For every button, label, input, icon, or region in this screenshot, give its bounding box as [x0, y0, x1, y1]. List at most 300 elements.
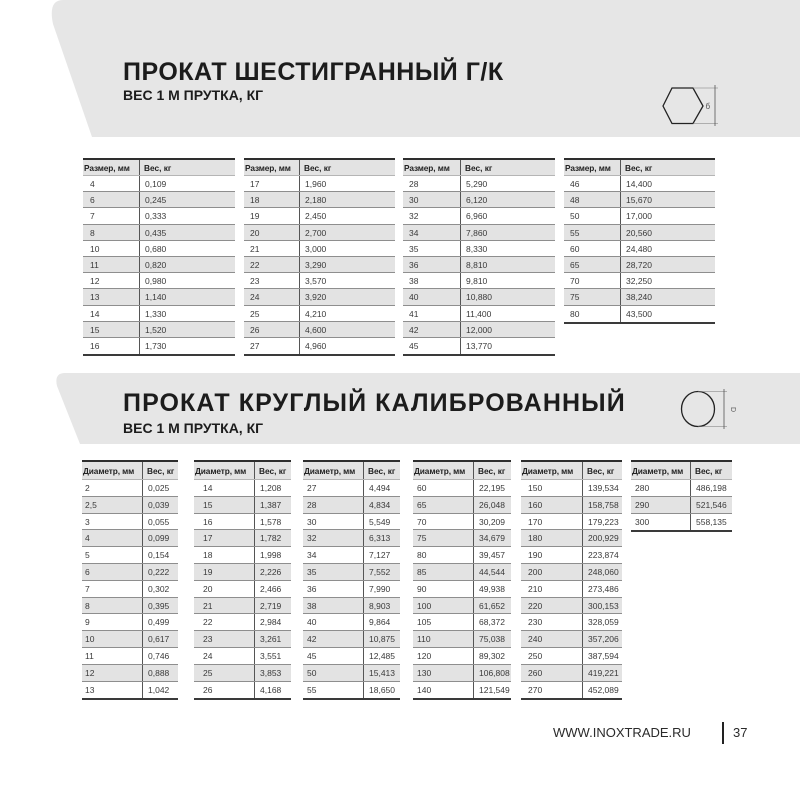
cell-weight: 1,782 — [260, 533, 282, 544]
cell-weight: 1,578 — [260, 516, 282, 527]
column-header-size: Размер, мм — [564, 160, 621, 175]
table-row — [413, 598, 511, 615]
table-row — [564, 241, 715, 257]
footer-website-link[interactable]: WWW.INOXTRADE.RU — [553, 725, 691, 740]
cell-weight: 0,395 — [148, 600, 170, 611]
table-row — [521, 581, 622, 598]
cell-weight: 8,810 — [466, 259, 488, 270]
table-row — [403, 192, 555, 208]
table-row — [83, 225, 235, 241]
cell-size: 16 — [83, 338, 140, 354]
cell-size: 10 — [83, 241, 140, 256]
cell-size: 19 — [194, 564, 255, 580]
cell-weight: 521,546 — [696, 499, 727, 510]
table-row — [82, 648, 178, 665]
cell-weight: 26,048 — [479, 499, 505, 510]
cell-weight: 1,960 — [305, 179, 327, 189]
table-row — [413, 530, 511, 547]
table-header-row — [194, 462, 291, 480]
table-row — [413, 564, 511, 581]
table-row — [521, 547, 622, 564]
cell-weight: 0,617 — [148, 634, 170, 645]
cell-weight: 9,810 — [466, 276, 488, 287]
table-header-row — [521, 462, 622, 480]
table-row — [194, 614, 291, 631]
cell-weight: 4,834 — [369, 499, 391, 510]
cell-size: 220 — [521, 598, 583, 614]
table-row — [403, 176, 555, 192]
cell-size: 65 — [413, 497, 474, 513]
table-row — [244, 225, 395, 241]
table-header-row — [413, 462, 511, 480]
cell-size: 38 — [303, 598, 364, 614]
table-row — [194, 598, 291, 615]
table-row — [83, 176, 235, 192]
cell-weight: 89,302 — [479, 650, 505, 661]
cell-size: 6 — [83, 192, 140, 207]
cell-weight: 328,059 — [588, 617, 619, 628]
table-row — [194, 665, 291, 682]
cell-size: 8 — [82, 598, 143, 614]
cell-weight: 20,560 — [626, 227, 652, 238]
cell-size: 7 — [83, 208, 140, 223]
cell-weight: 3,853 — [260, 667, 282, 678]
table-row — [303, 581, 400, 598]
table-row — [403, 225, 555, 241]
cell-size: 41 — [403, 306, 461, 321]
cell-size: 160 — [521, 497, 583, 513]
footer-divider — [722, 722, 724, 744]
table-header-row — [82, 462, 178, 480]
cell-size: 100 — [413, 598, 474, 614]
table-row — [194, 497, 291, 514]
cell-size: 180 — [521, 530, 583, 546]
column-header-weight: Вес, кг — [368, 466, 396, 476]
cell-size: 27 — [244, 338, 300, 354]
column-header-size: Размер, мм — [403, 160, 461, 175]
cell-size: 2,5 — [82, 497, 143, 513]
cell-weight: 0,888 — [148, 667, 170, 678]
cell-size: 120 — [413, 648, 474, 664]
table-row — [413, 665, 511, 682]
table-row — [413, 581, 511, 598]
cell-size: 20 — [244, 225, 300, 240]
cell-size: 45 — [303, 648, 364, 664]
table-row — [82, 598, 178, 615]
cell-size: 85 — [413, 564, 474, 580]
round-dimension-label: D — [729, 407, 736, 413]
cell-size: 15 — [194, 497, 255, 513]
cell-size: 2 — [82, 480, 143, 496]
table-row — [403, 208, 555, 224]
cell-weight: 4,600 — [305, 324, 327, 335]
cell-size: 60 — [564, 241, 621, 256]
table-row — [413, 514, 511, 531]
section-subtitle-round: ВЕС 1 М ПРУТКА, КГ — [123, 420, 264, 436]
cell-weight: 1,140 — [145, 292, 167, 303]
cell-size: 50 — [303, 665, 364, 681]
cell-weight: 3,261 — [260, 634, 282, 645]
table-header-row — [564, 160, 715, 176]
table-row — [631, 480, 732, 497]
cell-weight: 3,551 — [260, 650, 282, 661]
table-row — [403, 289, 555, 305]
cell-size: 20 — [194, 581, 255, 597]
cell-weight: 11,400 — [466, 308, 492, 319]
cell-size: 11 — [83, 257, 140, 272]
cell-size: 140 — [413, 682, 474, 699]
table-row — [83, 257, 235, 273]
table-row — [303, 530, 400, 547]
cell-weight: 7,860 — [466, 227, 488, 238]
table-row — [82, 547, 178, 564]
table-row — [83, 208, 235, 224]
cell-size: 250 — [521, 648, 583, 664]
cell-size: 28 — [403, 176, 461, 191]
column-header-weight: Вес, кг — [587, 466, 615, 476]
hex-dimension-label: б — [705, 102, 711, 111]
table-row — [194, 547, 291, 564]
table-row — [82, 530, 178, 547]
cell-size: 260 — [521, 665, 583, 681]
cell-size: 25 — [194, 665, 255, 681]
table-row — [564, 192, 715, 208]
cell-weight: 273,486 — [588, 583, 619, 594]
table-row — [244, 306, 395, 322]
table-row — [403, 241, 555, 257]
cell-size: 26 — [244, 322, 300, 337]
cell-size: 26 — [194, 682, 255, 699]
table-row — [303, 564, 400, 581]
cell-weight: 3,570 — [305, 276, 327, 287]
cell-size: 200 — [521, 564, 583, 580]
cell-weight: 9,864 — [369, 617, 391, 628]
table-row — [244, 273, 395, 289]
cell-weight: 8,903 — [369, 600, 391, 611]
cell-size: 13 — [82, 682, 143, 699]
cell-weight: 300,153 — [588, 600, 619, 611]
table-row — [303, 547, 400, 564]
table-row — [303, 648, 400, 665]
table-row — [631, 514, 732, 531]
cell-size: 70 — [413, 514, 474, 530]
table-row — [194, 480, 291, 497]
cell-weight: 558,135 — [696, 516, 727, 527]
table-row — [83, 192, 235, 208]
table-row — [244, 176, 395, 192]
cell-weight: 10,880 — [466, 292, 492, 303]
cell-size: 55 — [303, 682, 364, 699]
table-row — [82, 497, 178, 514]
cell-weight: 0,222 — [148, 566, 170, 577]
cell-size: 105 — [413, 614, 474, 630]
cell-weight: 61,652 — [479, 600, 505, 611]
cell-weight: 1,330 — [145, 308, 167, 319]
cell-size: 32 — [403, 208, 461, 223]
cell-weight: 43,500 — [626, 308, 652, 319]
column-header-size: Размер, мм — [244, 160, 300, 175]
cell-weight: 2,719 — [260, 600, 282, 611]
cell-size: 9 — [82, 614, 143, 630]
cell-size: 230 — [521, 614, 583, 630]
cell-size: 80 — [413, 547, 474, 563]
cell-weight: 1,208 — [260, 483, 282, 493]
table-row — [83, 338, 235, 354]
cell-weight: 2,226 — [260, 566, 282, 577]
cell-size: 48 — [564, 192, 621, 207]
cell-size: 36 — [303, 581, 364, 597]
cell-size: 210 — [521, 581, 583, 597]
cell-size: 16 — [194, 514, 255, 530]
cell-size: 130 — [413, 665, 474, 681]
cell-weight: 39,457 — [479, 550, 505, 561]
cell-size: 10 — [82, 631, 143, 647]
table-row — [564, 273, 715, 289]
cell-weight: 5,549 — [369, 516, 391, 527]
round-weight-table-5 — [521, 460, 622, 700]
cell-weight: 0,055 — [148, 516, 170, 527]
cell-weight: 75,038 — [479, 634, 505, 645]
table-row — [403, 322, 555, 338]
cell-weight: 12,000 — [466, 324, 492, 335]
cell-size: 30 — [403, 192, 461, 207]
round-weight-table-4 — [413, 460, 511, 700]
table-row — [403, 257, 555, 273]
cell-size: 75 — [564, 289, 621, 304]
cell-weight: 0,333 — [145, 211, 167, 222]
cell-size: 21 — [194, 598, 255, 614]
cell-size: 23 — [244, 273, 300, 288]
cell-size: 24 — [194, 648, 255, 664]
table-row — [194, 514, 291, 531]
column-header-weight: Вес, кг — [695, 466, 723, 476]
cell-weight: 1,520 — [145, 324, 167, 335]
table-row — [564, 257, 715, 273]
cell-size: 12 — [82, 665, 143, 681]
cell-weight: 15,670 — [626, 195, 652, 206]
table-row — [631, 497, 732, 514]
cell-weight: 486,198 — [696, 483, 727, 493]
cell-size: 14 — [194, 480, 255, 496]
column-header-size: Размер, мм — [83, 160, 140, 175]
table-row — [403, 306, 555, 322]
cell-weight: 6,960 — [466, 211, 488, 222]
table-row — [413, 648, 511, 665]
cell-size: 150 — [521, 480, 583, 496]
cell-weight: 0,499 — [148, 617, 170, 628]
cell-weight: 34,679 — [479, 533, 505, 544]
cell-size: 15 — [83, 322, 140, 337]
cell-weight: 38,240 — [626, 292, 652, 303]
cell-weight: 452,089 — [588, 684, 619, 695]
table-row — [521, 682, 622, 699]
table-row — [303, 598, 400, 615]
cell-size: 75 — [413, 530, 474, 546]
table-row — [303, 480, 400, 497]
cell-size: 34 — [303, 547, 364, 563]
table-row — [244, 289, 395, 305]
cell-weight: 0,025 — [148, 483, 170, 493]
cell-size: 18 — [244, 192, 300, 207]
cell-size: 6 — [82, 564, 143, 580]
table-row — [82, 514, 178, 531]
table-row — [521, 631, 622, 648]
cell-weight: 1,387 — [260, 499, 282, 510]
table-row — [244, 241, 395, 257]
cell-weight: 28,720 — [626, 259, 652, 270]
table-row — [303, 497, 400, 514]
table-row — [82, 581, 178, 598]
cell-weight: 22,195 — [479, 483, 505, 493]
cell-size: 4 — [82, 530, 143, 546]
cell-size: 38 — [403, 273, 461, 288]
table-row — [82, 614, 178, 631]
table-row — [521, 514, 622, 531]
table-row — [82, 564, 178, 581]
table-row — [403, 338, 555, 354]
column-header-weight: Вес, кг — [465, 163, 493, 173]
cell-size: 21 — [244, 241, 300, 256]
cell-size: 60 — [413, 480, 474, 496]
cell-size: 290 — [631, 497, 691, 513]
table-row — [521, 648, 622, 665]
cell-size: 80 — [564, 306, 621, 322]
cell-weight: 0,435 — [145, 227, 167, 238]
cell-weight: 0,746 — [148, 650, 170, 661]
table-row — [521, 665, 622, 682]
cell-weight: 13,770 — [466, 340, 492, 351]
table-row — [83, 273, 235, 289]
table-row — [244, 322, 395, 338]
table-row — [82, 480, 178, 497]
cell-weight: 357,206 — [588, 634, 619, 645]
table-row — [82, 682, 178, 699]
column-header-size: Диаметр, мм — [194, 462, 255, 479]
cell-weight: 44,544 — [479, 566, 505, 577]
cell-size: 170 — [521, 514, 583, 530]
hex-weight-table-3 — [403, 158, 555, 356]
table-row — [83, 322, 235, 338]
cell-weight: 2,700 — [305, 227, 327, 238]
cell-size: 11 — [82, 648, 143, 664]
cell-weight: 7,990 — [369, 583, 391, 594]
cell-weight: 248,060 — [588, 566, 619, 577]
cell-weight: 3,920 — [305, 292, 327, 303]
table-row — [413, 614, 511, 631]
cell-weight: 0,245 — [145, 195, 167, 206]
cell-size: 55 — [564, 225, 621, 240]
cell-size: 35 — [403, 241, 461, 256]
cell-weight: 4,960 — [305, 340, 327, 351]
cell-size: 28 — [303, 497, 364, 513]
table-row — [82, 665, 178, 682]
hex-weight-table-1 — [83, 158, 235, 356]
table-row — [521, 530, 622, 547]
cell-size: 32 — [303, 530, 364, 546]
cell-size: 14 — [83, 306, 140, 321]
table-row — [564, 208, 715, 224]
cell-weight: 0,109 — [145, 179, 167, 189]
cell-weight: 5,290 — [466, 179, 488, 189]
table-row — [521, 598, 622, 615]
cell-size: 30 — [303, 514, 364, 530]
cell-weight: 1,730 — [145, 340, 167, 351]
column-header-size: Диаметр, мм — [303, 462, 364, 479]
round-weight-table-2 — [194, 460, 291, 700]
cell-weight: 4,494 — [369, 483, 391, 493]
cell-weight: 49,938 — [479, 583, 505, 594]
cell-size: 4 — [83, 176, 140, 191]
table-row — [564, 225, 715, 241]
cell-weight: 24,480 — [626, 243, 652, 254]
cell-size: 27 — [303, 480, 364, 496]
table-header-row — [303, 462, 400, 480]
cell-weight: 158,758 — [588, 499, 619, 510]
table-header-row — [244, 160, 395, 176]
cell-weight: 2,984 — [260, 617, 282, 628]
column-header-size: Диаметр, мм — [413, 462, 474, 479]
cell-size: 3 — [82, 514, 143, 530]
table-row — [413, 497, 511, 514]
table-header-row — [631, 462, 732, 480]
cell-weight: 0,099 — [148, 533, 170, 544]
cell-weight: 10,875 — [369, 634, 395, 645]
cell-size: 40 — [303, 614, 364, 630]
cell-weight: 1,042 — [148, 684, 170, 695]
table-row — [413, 631, 511, 648]
cell-weight: 179,223 — [588, 516, 619, 527]
cell-size: 24 — [244, 289, 300, 304]
cell-size: 5 — [82, 547, 143, 563]
column-header-size: Диаметр, мм — [631, 462, 691, 479]
section-title-round: ПРОКАТ КРУГЛЫЙ КАЛИБРОВАННЫЙ — [123, 389, 626, 417]
table-row — [82, 631, 178, 648]
cell-size: 22 — [194, 614, 255, 630]
cell-weight: 30,209 — [479, 516, 505, 527]
table-header-row — [403, 160, 555, 176]
cell-weight: 7,552 — [369, 566, 391, 577]
table-row — [194, 682, 291, 699]
cell-weight: 7,127 — [369, 550, 391, 561]
table-row — [244, 208, 395, 224]
cell-weight: 2,450 — [305, 211, 327, 222]
table-row — [83, 241, 235, 257]
cell-weight: 4,168 — [260, 684, 282, 695]
cell-weight: 68,372 — [479, 617, 505, 628]
column-header-weight: Вес, кг — [259, 466, 287, 476]
round-weight-table-3 — [303, 460, 400, 700]
cell-weight: 387,594 — [588, 650, 619, 661]
cell-size: 40 — [403, 289, 461, 304]
cell-weight: 419,221 — [588, 667, 619, 678]
table-row — [413, 682, 511, 699]
cell-size: 22 — [244, 257, 300, 272]
cell-weight: 17,000 — [626, 211, 652, 222]
table-row — [83, 289, 235, 305]
column-header-size: Диаметр, мм — [521, 462, 583, 479]
table-row — [194, 564, 291, 581]
cell-weight: 6,120 — [466, 195, 488, 206]
cell-size: 45 — [403, 338, 461, 354]
table-row — [194, 530, 291, 547]
table-row — [303, 631, 400, 648]
cell-weight: 14,400 — [626, 179, 652, 189]
table-row — [303, 514, 400, 531]
column-header-size: Диаметр, мм — [82, 462, 143, 479]
table-row — [244, 338, 395, 354]
column-header-weight: Вес, кг — [478, 466, 506, 476]
cell-size: 36 — [403, 257, 461, 272]
